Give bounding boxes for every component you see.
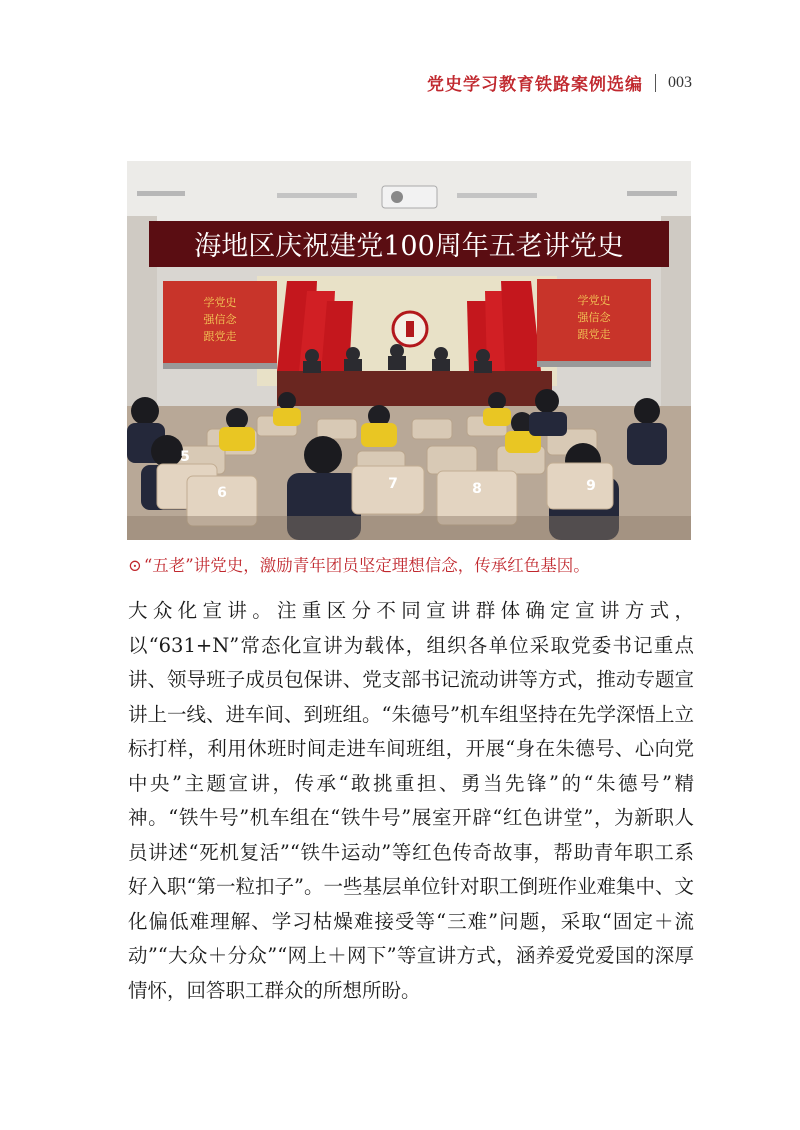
seat-number: 8 xyxy=(472,481,482,497)
caption-text: “五老”讲党史，激励青年团员坚定理想信念，传承红色基因。 xyxy=(143,556,590,575)
seat-number: 6 xyxy=(217,485,227,501)
seat-number: 5 xyxy=(180,449,190,465)
railway-emblem-icon xyxy=(393,312,427,346)
seat-number: 7 xyxy=(388,476,398,492)
projector-icon xyxy=(382,186,437,208)
screen-right-line-3: 跟党走 xyxy=(577,328,611,341)
book-title: 党史学习教育铁路案例选编 xyxy=(427,75,643,95)
screen-right-line-2: 强信念 xyxy=(577,311,611,324)
screen-left-line-3: 跟党走 xyxy=(203,330,237,343)
screen-left-line-1: 学党史 xyxy=(203,296,237,309)
caption-marker-icon: ⊙ xyxy=(128,556,142,575)
screen-right-line-1: 学党史 xyxy=(577,294,611,307)
body-paragraph: 大众化宣讲。注重区分不同宣讲群体确定宣讲方式，以“631+N”常态化宣讲为载体，组织各单位采取党委书记重点讲、领导班子成员包保讲、党支部书记流动讲等方式，推动专题宣讲上一线、进车间、到班组。“朱德号”机车组坚持在先学深悟上立标打样，利用休班时间走进车间班组，开展“身在朱德号、心向党中央”主题宣讲，传承“敢挑重担、勇当先锋”的“朱德号”精神。“铁牛号”机车组在“铁牛号”展室开辟“红色讲堂”，为新职人员讲述“死机复活”“铁牛运动”等红色传奇故事，帮助青年职工系好入职“第一粒扣子”。一些基层单位针对职工倒班作业难集中、文化偏低难理解、学习枯燥难接受等“三难”问题，采取“固定＋流动”“大众＋分众”“网上＋网下”等宣讲方式，涵养爱党爱国的深厚情怀，回答职工群众的所想所盼。 xyxy=(128,599,694,1002)
seat-number: 9 xyxy=(586,478,596,494)
led-banner-text: 海地区庆祝建党100周年五老讲党史 xyxy=(194,231,624,262)
header-divider xyxy=(655,74,656,92)
meeting-photo xyxy=(127,161,691,540)
running-header xyxy=(427,70,692,95)
page-number: 003 xyxy=(668,73,692,91)
photo-caption xyxy=(128,552,590,576)
screen-left-line-2: 强信念 xyxy=(203,313,237,326)
